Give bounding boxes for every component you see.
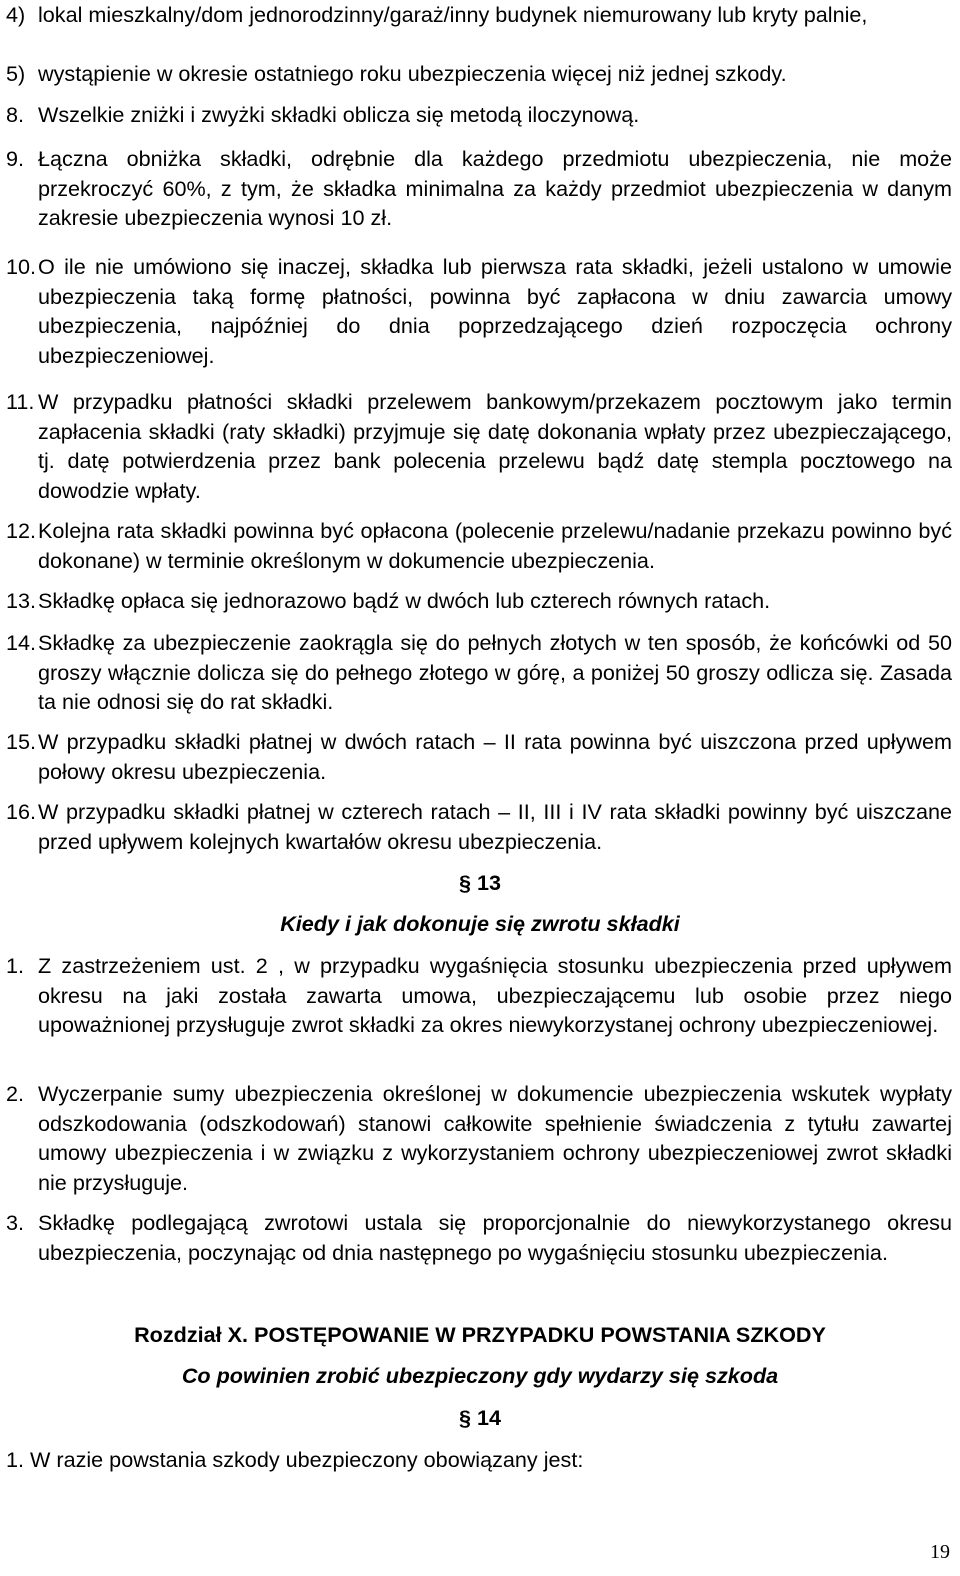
list-item-13 (6, 586, 952, 616)
item-text: W przypadku płatności składki przelewem bankowym/przekazem pocztowym jako termin zapłacenia składki (raty składki) przyjmuje się datę dokonania wpłaty przez ubezpieczającego, tj. datę potwierdzenia przez bank polecenia przelewu bądź datę stempla pocztowego na dowodzie wpłaty. (38, 389, 952, 503)
list-item-9 (6, 144, 952, 233)
item-text: wystąpienie w okresie ostatniego roku ubezpieczenia więcej niż jednej szkody. (38, 61, 787, 86)
list-item-11 (6, 387, 952, 505)
list-item-16 (6, 797, 952, 856)
list-item-8 (6, 100, 952, 130)
list-item-5 (6, 59, 952, 89)
item-text: W przypadku składki płatnej w dwóch ratach – II rata powinna być uiszczona przed upływem połowy okresu ubezpieczenia. (38, 729, 952, 784)
item-text: Składkę podlegającą zwrotowi ustala się proporcjonalnie do niewykorzystanego okresu ubezpieczenia, poczynając od dnia następnego po wygaśnięciu stosunku ubezpieczenia. (38, 1210, 952, 1265)
item-number: 4) (6, 2, 26, 27)
item-number: 1. (6, 1447, 25, 1472)
list-item-15 (6, 727, 952, 786)
section-13-item-3 (6, 1208, 952, 1267)
chapter-title: Rozdział X. POSTĘPOWANIE W PRZYPADKU POWSTANIA SZKODY (134, 1322, 826, 1347)
item-number: 15. (6, 729, 37, 754)
list-item-14 (6, 628, 952, 717)
chapter-subtitle: Co powinien zrobić ubezpieczony gdy wydarzy się szkoda (181, 1363, 779, 1388)
item-number: 14. (6, 630, 37, 655)
section-sign-icon: § (458, 870, 471, 895)
item-number: 11. (6, 389, 35, 414)
item-text: Wyczerpanie sumy ubezpieczenia określonej w dokumencie ubezpieczenia wskutek wypłaty odszkodowania (odszkodowań) stanowi całkowite spełnienie świadczenia z tytułu zawartej umowy ubezpieczenia i w związku z wykorzystaniem ochrony ubezpieczeniowej zwrot składki nie przysługuje. (38, 1081, 952, 1195)
item-text: lokal mieszkalny/dom jednorodzinny/garaż/inny budynek niemurowany lub kryty palnie, (38, 2, 868, 27)
item-text: Wszelkie zniżki i zwyżki składki oblicza się metodą iloczynową. (38, 102, 640, 127)
section-13-item-1 (6, 951, 952, 1040)
section-13-title: Kiedy i jak dokonuje się zwrotu składki (280, 911, 680, 936)
item-number: 12. (6, 518, 37, 543)
item-text: Składkę opłaca się jednorazowo bądź w dwóch lub czterech równych ratach. (38, 588, 771, 613)
item-text: Z zastrzeżeniem ust. 2 , w przypadku wygaśnięcia stosunku ubezpieczenia przed upływem okresu na jaki została zawarta umowa, ubezpieczającemu lub osobie przez niego upoważnionej przysługuje zwrot składki za okres niewykorzystanej ochrony ubezpieczeniowej. (38, 953, 952, 1037)
list-item-4 (6, 0, 952, 30)
item-number: 1. (6, 953, 25, 978)
item-text: W przypadku składki płatnej w czterech ratach – II, III i IV rata składki powinny być uiszczane przed upływem kolejnych kwartałów okresu ubezpieczenia. (38, 799, 952, 854)
item-text: W razie powstania szkody ubezpieczony obowiązany jest: (30, 1447, 584, 1472)
section-14-item-1 (6, 1445, 952, 1475)
item-number: 9. (6, 146, 25, 171)
item-number: 3. (6, 1210, 25, 1235)
list-item-12 (6, 516, 952, 575)
item-number: 2. (6, 1081, 25, 1106)
list-item-10 (6, 252, 952, 370)
item-text: Kolejna rata składki powinna być opłacona (polecenie przelewu/nadanie przekazu powinno być dokonane) w terminie określonym w dokumencie ubezpieczenia. (38, 518, 952, 573)
item-number: 16. (6, 799, 37, 824)
section-14-mark (0, 1403, 960, 1433)
section-number: 14 (476, 1405, 502, 1430)
item-number: 10. (6, 254, 37, 279)
item-text: Łączna obniżka składki, odrębnie dla każdego przedmiotu ubezpieczenia, nie może przekroczyć 60%, z tym, że składka minimalna za każdy przedmiot ubezpieczenia w danym zakresie ubezpieczenia wynosi 10 zł. (38, 146, 952, 230)
item-number: 13. (6, 588, 37, 613)
item-number: 5) (6, 61, 26, 86)
item-number: 8. (6, 102, 25, 127)
section-13-item-2 (6, 1079, 952, 1197)
section-number: 13 (476, 870, 502, 895)
section-13-mark (0, 868, 960, 898)
item-text: Składkę za ubezpieczenie zaokrągla się do pełnych złotych w ten sposób, że końcówki od 50 groszy włącznie dolicza się do pełnego złotego w górę, a poniżej 50 groszy odlicza się. Zasada ta nie odnosi się do rat składki. (38, 630, 952, 714)
section-sign-icon: § (458, 1405, 471, 1430)
page-number: 19 (930, 1541, 950, 1563)
item-text: O ile nie umówiono się inaczej, składka lub pierwsza rata składki, jeżeli ustalono w umowie ubezpieczenia taką formę płatności, powinna być zapłacona w dniu zawarcia umowy ubezpieczenia, najpóźniej do dnia poprzedzającego dzień rozpoczęcia ochrony ubezpieczeniowej. (38, 254, 952, 368)
